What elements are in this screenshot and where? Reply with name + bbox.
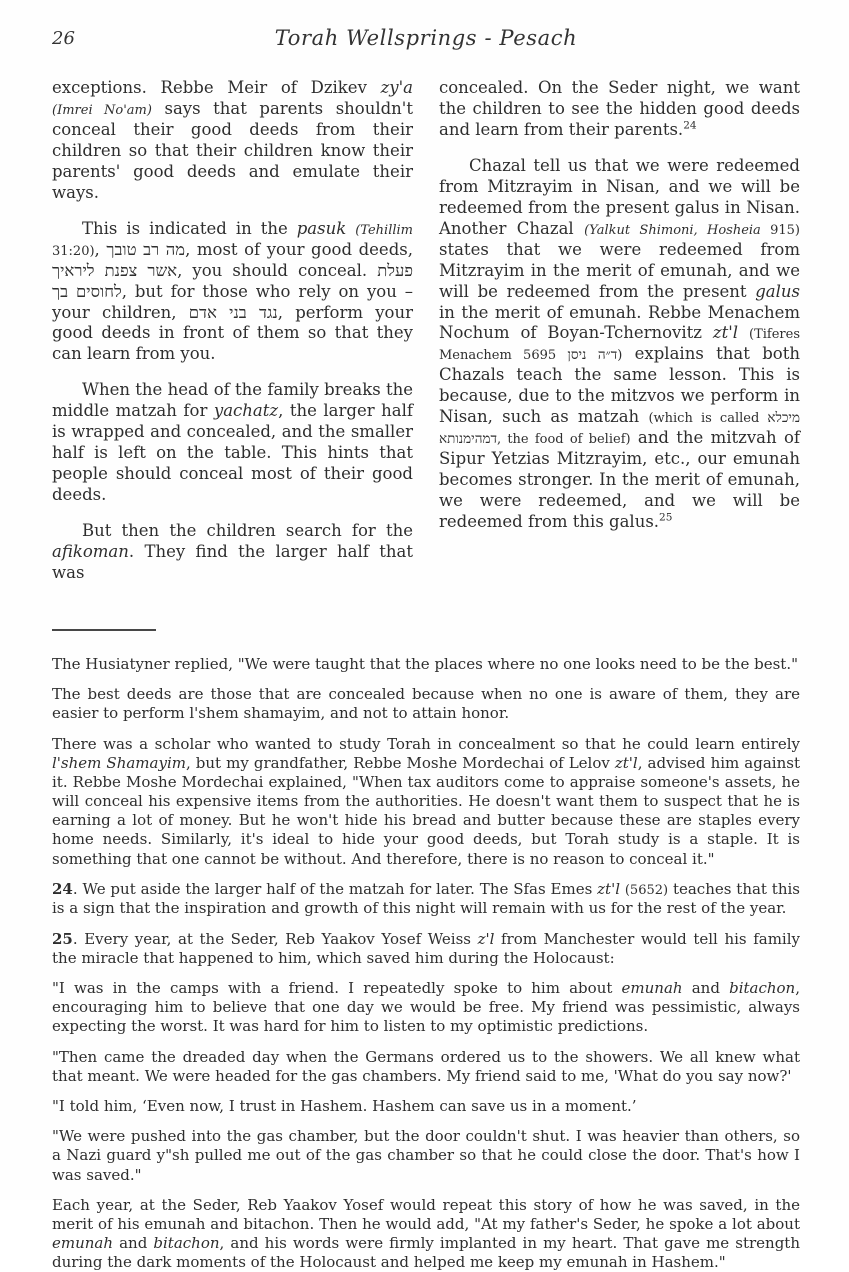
paragraph: [439, 78, 800, 141]
text-segment: in the merit of emunah. Rebbe Menachem Nochum of Boyan-Tchernovitz: [439, 302, 800, 343]
text-segment: (Imrei No'am): [52, 102, 152, 118]
text-segment: zt'l: [597, 879, 625, 898]
text-segment: , most of your good deeds,: [185, 239, 413, 259]
hebrew-text: מה רב טובך: [106, 239, 186, 259]
text-segment: ,: [94, 239, 107, 259]
footnote-divider: [52, 629, 156, 631]
right-column: [439, 78, 800, 599]
text-segment: galus: [755, 281, 800, 301]
hebrew-text: פעלת לחוסים בך: [52, 260, 413, 301]
text-segment: zt'l: [712, 323, 749, 343]
paragraph: [52, 219, 413, 366]
paragraph: [52, 685, 800, 723]
text-segment: (which is called: [648, 411, 768, 427]
text-segment: bitachon: [729, 979, 796, 998]
text-segment: But then the children search for the: [82, 521, 413, 541]
text-segment: l'shem Shamayim: [52, 753, 186, 772]
hebrew-text: אשר צפנת ליראיך: [52, 260, 178, 280]
text-segment: Chazal tell us that we were redeemed from Mitzrayim in Nisan, and we will be redeemed from the present galus in Nisan. Another Chazal: [439, 155, 800, 238]
page-number: 26: [52, 28, 75, 49]
text-segment: , you should conceal.: [177, 260, 378, 280]
text-segment: There was a scholar who wanted to study Torah in concealment so that he could learn entirely: [52, 734, 800, 753]
two-column-body: [52, 78, 800, 599]
text-segment: zy'a: [380, 78, 413, 97]
text-segment: explains that both Chazals teach the same lesson. This is because, due to the mitzvos we perform in Nisan, such as matzah: [439, 344, 800, 427]
text-segment: and: [113, 1234, 154, 1253]
paragraph: [439, 156, 800, 533]
text-segment: (Tehillim: [355, 222, 413, 238]
text-segment: and the mitzvah of Sipur Yetzias Mitzrayim, etc., our emunah becomes stronger. In the merit of emunah, we were redeemed, and we will be redeemed from this galus.: [439, 428, 800, 532]
hebrew-text: ד״ה ניסן: [567, 347, 618, 364]
text-segment: . Every year, at the Seder, Reb Yaakov Yosef Weiss: [72, 929, 478, 948]
text-segment: Each year, at the Seder, Reb Yaakov Yosef would repeat this story of how he was saved, in the merit of his emunah and bitachon. Then he would add, "At my father's Seder, he spoke a lot about: [52, 1195, 800, 1233]
text-segment: . We put aside the larger half of the matzah for later. The Sfas Emes: [72, 879, 598, 898]
paragraph: [52, 78, 413, 204]
text-segment: from Manchester would tell his family the miracle that happened to him, which saved him during the Holocaust:: [52, 929, 800, 967]
text-segment: , the food of belief): [496, 432, 631, 448]
text-segment: ): [617, 348, 623, 364]
page-header: [52, 26, 800, 56]
text-segment: yachatz: [213, 401, 279, 421]
footnote-ref: 25: [659, 511, 673, 524]
paragraph: [52, 1097, 800, 1116]
text-segment: pasuk: [296, 218, 356, 238]
text-segment: "I was in the camps with a friend. I repeatedly spoke to him about: [52, 979, 622, 998]
text-segment: afikoman: [52, 542, 129, 562]
footnote-ref: 24: [683, 119, 697, 132]
text-segment: 24: [52, 879, 73, 898]
hebrew-text: מיכלא דמהימנותא: [439, 410, 800, 448]
paragraph: [52, 930, 800, 968]
text-segment: says that parents shouldn't conceal their good deeds from their children so that their children know their parents' good deeds and emulate their ways.: [52, 98, 413, 202]
text-segment: 25: [52, 929, 73, 948]
paragraph: [52, 979, 800, 1037]
left-column: [52, 78, 413, 599]
text-segment: The best deeds are those that are concealed because when no one is aware of them, they are easier to perform l'shem shamayim, and not to attain honor.: [52, 685, 800, 723]
text-segment: . They find the larger half that was: [52, 542, 413, 583]
footnotes-section: [52, 655, 800, 1272]
text-segment: concealed. On the Seder night, we want the children to see the hidden good deeds and learn from their parents.: [439, 78, 800, 139]
text-segment: This is indicated in the: [82, 218, 297, 238]
text-segment: "Then came the dreaded day when the Germans ordered us to the showers. We all knew what that meant. We were headed for the gas chambers. My friend said to me, 'What do you say now?': [52, 1047, 800, 1085]
text-segment: 915): [770, 222, 800, 238]
text-segment: , but for those who rely on you – your children,: [52, 281, 413, 322]
text-segment: , the larger half is wrapped and concealed, and the smaller half is left on the table. This hints that people should conceal most of their good deeds.: [52, 401, 413, 505]
text-segment: , advised him against it. Rebbe Moshe Mordechai explained, "When tax auditors come to appraise someone's assets, he will conceal his expensive items from the authorities. He doesn't want them to suspect that he is earning a lot of money. But he won't hide his bread and butter because these are staples every home needs. Similarly, it's ideal to hide your good deeds, but Torah study is a staple. It is something that one cannot be without. And therefore, there is no reason to conceal it.": [52, 753, 800, 868]
paragraph: [52, 1048, 800, 1086]
text-segment: states that we were redeemed from Mitzrayim in the merit of emunah, and we will be redeemed from the present: [439, 239, 800, 301]
text-segment: , perform your good deeds in front of them so that they can learn from you.: [52, 302, 413, 364]
text-segment: emunah: [52, 1234, 114, 1253]
text-segment: (5652): [624, 882, 669, 898]
text-segment: "We were pushed into the gas chamber, but the door couldn't shut. I was heavier than others, so a Nazi guard y"sh pulled me out of the gas chamber so that he could close the door. That's how I was saved.": [52, 1127, 800, 1184]
paragraph: [52, 1196, 800, 1272]
paragraph: [52, 1127, 800, 1185]
paragraph: [52, 880, 800, 919]
text-segment: zt'l: [614, 753, 638, 772]
paragraph: [52, 655, 800, 674]
text-segment: 31:20): [52, 243, 95, 259]
hebrew-text: נגד בני אדם: [188, 302, 278, 322]
text-segment: (Yalkut Shimoni, Hosheia: [584, 222, 771, 238]
text-segment: , and his words were firmly implanted in my heart. That gave me strength during the dark moments of the Holocaust and helped me keep my emunah in Hashem.": [52, 1234, 800, 1272]
paragraph: [52, 735, 800, 869]
text-segment: bitachon: [153, 1234, 220, 1253]
text-segment: , encouraging him to believe that one day we would be free. My friend was pessimistic, always expecting the worst. It was hard for him to listen to my optimistic predictions.: [52, 979, 800, 1036]
text-segment: z'l: [477, 929, 495, 948]
text-segment: The Husiatyner replied, "We were taught that the places where no one looks need to be the best.": [52, 654, 799, 673]
text-segment: emunah: [621, 979, 683, 998]
text-segment: "I told him, ‘Even now, I trust in Hashem. Hashem can save us in a moment.’: [52, 1096, 637, 1115]
page-title: Torah Wellsprings - Pesach: [274, 26, 578, 50]
paragraph: [52, 521, 413, 584]
text-segment: teaches that this is a sign that the inspiration and growth of this night will remain with us for the rest of the year.: [52, 879, 800, 918]
text-segment: (Tiferes Menachem 5695: [439, 327, 800, 364]
text-segment: When the head of the family breaks the middle matzah for: [52, 380, 413, 421]
text-segment: exceptions. Rebbe Meir of Dzikev: [52, 78, 381, 97]
paragraph: [52, 380, 413, 506]
text-segment: and: [682, 979, 730, 998]
text-segment: , but my grandfather, Rebbe Moshe Mordechai of Lelov: [185, 753, 615, 772]
